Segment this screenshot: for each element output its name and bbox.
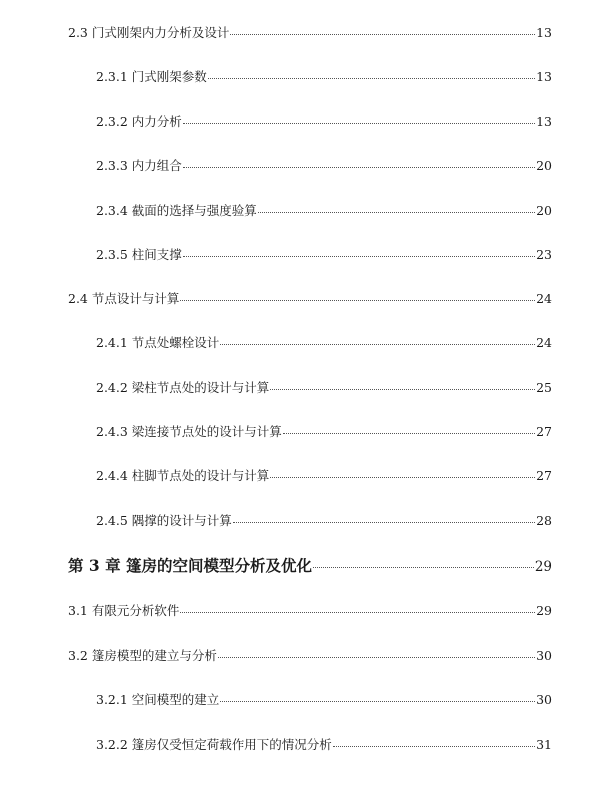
toc-page-number: 27 [536,424,552,439]
toc-dot-leader [270,388,535,390]
toc-entry-title: 2.4 节点设计与计算 [68,291,180,306]
toc-entry[interactable] [96,335,552,351]
toc-page-number: 24 [536,335,552,350]
toc-entry[interactable] [96,114,552,130]
toc-dot-leader [233,521,535,523]
toc-entry[interactable] [96,737,552,753]
toc-entry[interactable] [68,25,552,41]
toc-entry[interactable] [68,291,552,307]
toc-entry-title: 2.3 门式刚架内力分析及设计 [68,25,230,40]
toc-entry-title: 2.4.1 节点处螺栓设计 [96,335,220,350]
toc-entry-title: 2.3.2 内力分析 [96,114,182,129]
toc-entry-title: 3.2 篷房模型的建立与分析 [68,648,217,663]
toc-entry-title: 2.4.3 梁连接节点处的设计与计算 [96,424,282,439]
toc-page-number: 28 [536,513,552,528]
toc-entry[interactable] [96,468,552,484]
toc-page-number: 29 [536,603,552,618]
toc-entry[interactable] [68,603,552,619]
toc-page-number: 20 [536,158,552,173]
toc-entry-title: 2.4.5 隅撑的设计与计算 [96,513,232,528]
toc-entry-title: 第 3 章 篷房的空间模型分析及优化 [68,556,312,575]
toc-entry[interactable] [96,247,552,263]
toc-entry[interactable] [96,380,552,396]
toc-dot-leader [270,476,535,478]
toc-entry[interactable] [96,203,552,219]
toc-dot-leader [183,122,535,124]
toc-page-number: 13 [536,25,552,40]
toc-entry-title: 2.4.2 梁柱节点处的设计与计算 [96,380,270,395]
toc-dot-leader [218,656,535,658]
toc-chapter-entry[interactable] [68,556,552,577]
toc-dot-leader [180,611,535,613]
toc-dot-leader [183,255,535,257]
toc-page-number: 27 [536,468,552,483]
toc-entry-title: 3.1 有限元分析软件 [68,603,180,618]
toc-dot-leader [220,700,535,702]
toc-dot-leader [183,166,535,168]
toc-dot-leader [333,745,535,747]
toc-page-number: 29 [534,559,552,575]
toc-entry-title: 2.3.1 门式刚架参数 [96,69,207,84]
toc-page-number: 30 [536,692,552,707]
toc-page-number: 20 [536,203,552,218]
toc-entry[interactable] [96,692,552,708]
toc-dot-leader [258,211,535,213]
toc-page-number: 25 [536,380,552,395]
toc-entry-title: 2.3.4 截面的选择与强度验算 [96,203,257,218]
toc-dot-leader [208,77,535,79]
toc-entry[interactable] [68,648,552,664]
toc-page-number: 13 [536,114,552,129]
toc-entry-title: 3.2.2 篷房仅受恒定荷载作用下的情况分析 [96,737,332,752]
toc-page-number: 13 [536,69,552,84]
toc-entry[interactable] [96,69,552,85]
toc-entry[interactable] [96,424,552,440]
toc-entry[interactable] [96,158,552,174]
toc-entry-title: 2.4.4 柱脚节点处的设计与计算 [96,468,270,483]
toc-entry-title: 2.3.3 内力组合 [96,158,182,173]
toc-entry-title: 2.3.5 柱间支撑 [96,247,182,262]
toc-entry-title: 3.2.1 空间模型的建立 [96,692,220,707]
toc-page-number: 23 [536,247,552,262]
toc-page-number: 24 [536,291,552,306]
toc-dot-leader [313,566,534,568]
toc-dot-leader [283,432,535,434]
toc-dot-leader [180,299,535,301]
toc-page-number: 30 [536,648,552,663]
toc-dot-leader [220,343,535,345]
toc-dot-leader [230,33,535,35]
toc-page-number: 31 [536,737,552,752]
toc-entry[interactable] [96,513,552,529]
